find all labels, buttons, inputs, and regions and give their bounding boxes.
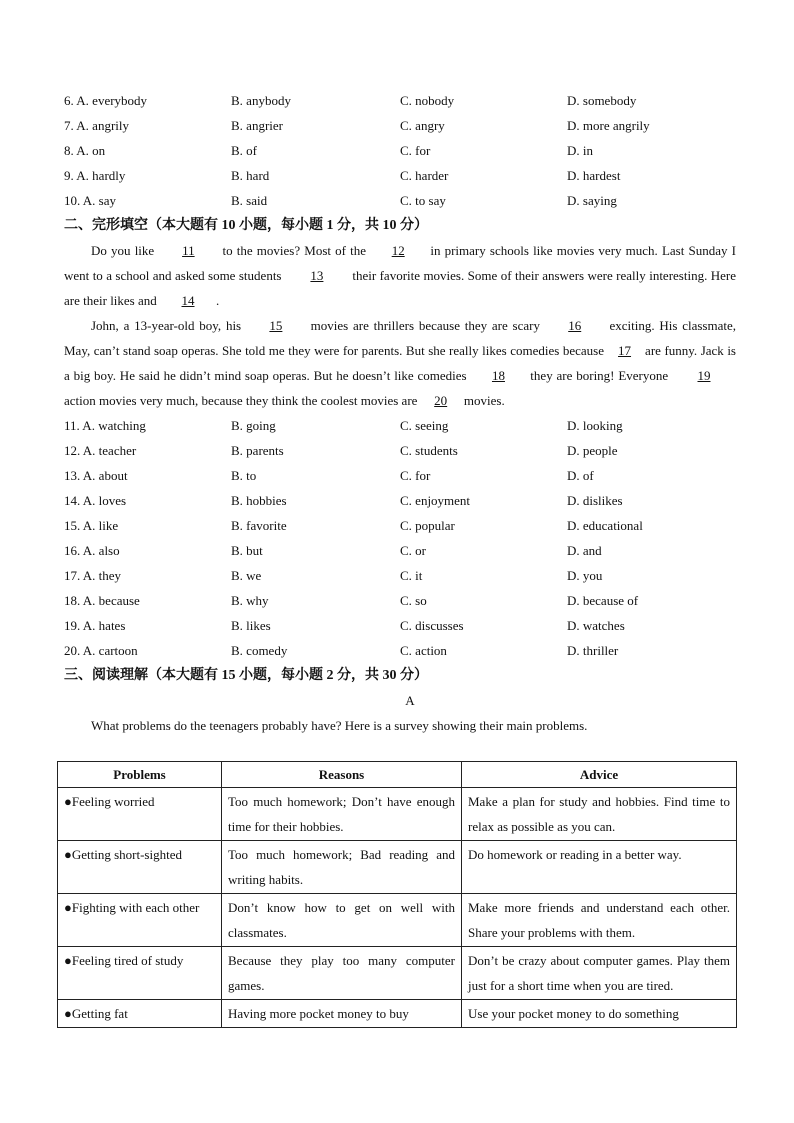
cloze-paragraph-1: [64, 238, 736, 313]
table-row: [58, 947, 737, 1000]
option-b: B. likes: [231, 618, 271, 633]
option-c: C. enjoyment: [400, 493, 471, 508]
option-a: 10. A. say: [64, 193, 116, 208]
option-b: B. hard: [231, 168, 270, 183]
option-row-8: [64, 138, 736, 163]
options-top: [64, 88, 736, 213]
option-d: D. looking: [567, 418, 623, 433]
option-c: C. harder: [400, 168, 449, 183]
advice-cell: Do homework or reading in a better way.: [462, 841, 737, 894]
option-d: D. because of: [567, 593, 639, 608]
option-d: D. people: [567, 443, 618, 458]
option-c: C. discusses: [400, 618, 464, 633]
option-d: D. you: [567, 568, 603, 583]
cloze-blank-16: 16: [568, 318, 582, 333]
cloze-text: John, a 13-year-old boy, his: [91, 318, 246, 333]
cloze-text: movies are thrillers because they are scary: [305, 318, 545, 333]
option-b: B. anybody: [231, 93, 291, 108]
problem-cell: ●Getting fat: [58, 1000, 222, 1028]
option-c: C. for: [400, 143, 431, 158]
problem-cell: ●Fighting with each other: [58, 894, 222, 947]
option-row-20: [64, 638, 736, 663]
cloze-text: in primary schools like movies very much. Last Sunday I went to a school and asked some students: [64, 243, 736, 283]
cloze-blank-11: 11: [182, 243, 195, 258]
option-c: C. so: [400, 593, 427, 608]
option-d: D. thriller: [567, 643, 619, 658]
cloze-text: to the movies? Most of the: [218, 243, 371, 258]
option-row-13: [64, 463, 736, 488]
table-row: [58, 788, 737, 841]
cloze-blank-15: 15: [269, 318, 283, 333]
option-b: B. hobbies: [231, 493, 287, 508]
reason-cell: Don’t know how to get on well with classmates.: [222, 894, 462, 947]
option-b: B. why: [231, 593, 269, 608]
cloze-blank-19: 19: [697, 368, 711, 383]
cloze-text: movies.: [460, 393, 505, 408]
advice-cell: Make more friends and understand each other. Share your problems with them.: [462, 894, 737, 947]
cloze-paragraph-2: [64, 313, 736, 413]
option-a: 15. A. like: [64, 518, 119, 533]
option-b: B. but: [231, 543, 263, 558]
reason-cell: Having more pocket money to buy: [222, 1000, 462, 1028]
option-b: B. parents: [231, 443, 284, 458]
table-row: [58, 841, 737, 894]
option-c: C. action: [400, 643, 447, 658]
reason-cell: Because they play too many computer games.: [222, 947, 462, 1000]
option-a: 18. A. because: [64, 593, 140, 608]
option-row-14: [64, 488, 736, 513]
option-d: D. dislikes: [567, 493, 623, 508]
cloze-text: are funny. Jack is a big boy. He said he didn’t mind soap operas. But he doesn’t like comedies: [64, 343, 736, 383]
option-row-17: [64, 563, 736, 588]
option-row-15: [64, 513, 736, 538]
worksheet-page: [64, 88, 736, 738]
option-a: 8. A. on: [64, 143, 106, 158]
option-b: B. angrier: [231, 118, 283, 133]
problem-cell: ●Feeling worried: [58, 788, 222, 841]
option-b: B. of: [231, 143, 257, 158]
option-row-18: [64, 588, 736, 613]
cloze-text: Do you like: [91, 243, 159, 258]
option-d: D. and: [567, 543, 602, 558]
option-b: B. to: [231, 468, 257, 483]
option-a: 17. A. they: [64, 568, 122, 583]
option-c: C. to say: [400, 193, 446, 208]
option-c: C. nobody: [400, 93, 455, 108]
option-b: B. comedy: [231, 643, 288, 658]
option-a: 11. A. watching: [64, 418, 146, 433]
option-row-7: [64, 113, 736, 138]
table-row: [58, 1000, 737, 1028]
reason-cell: Too much homework; Don’t have enough time for their hobbies.: [222, 788, 462, 841]
option-c: C. angry: [400, 118, 445, 133]
option-a: 14. A. loves: [64, 493, 127, 508]
option-d: D. watches: [567, 618, 625, 633]
option-a: 12. A. teacher: [64, 443, 137, 458]
option-a: 13. A. about: [64, 468, 128, 483]
cloze-text: they are boring! Everyone: [526, 368, 672, 383]
option-d: D. somebody: [567, 93, 637, 108]
option-a: 19. A. hates: [64, 618, 126, 633]
options-cloze: [64, 413, 736, 663]
header-reasons: Reasons: [222, 762, 462, 788]
cloze-blank-18: 18: [491, 368, 505, 383]
header-problems: Problems: [58, 762, 222, 788]
option-d: D. saying: [567, 193, 617, 208]
option-a: 9. A. hardly: [64, 168, 126, 183]
option-row-12: [64, 438, 736, 463]
option-b: B. we: [231, 568, 262, 583]
option-a: 20. A. cartoon: [64, 643, 138, 658]
cloze-text: .: [216, 293, 220, 308]
advice-cell: Don’t be crazy about computer games. Play them just for a short time when you are tired.: [462, 947, 737, 1000]
cloze-text: exciting. His classmate, May, can’t stand soap operas. She told me they were for parents. But she really likes comedies because: [64, 318, 736, 358]
option-d: D. more angrily: [567, 118, 650, 133]
cloze-blank-20: 20: [434, 393, 448, 408]
cloze-text: action movies very much, because they think the coolest movies are: [64, 393, 421, 408]
option-row-9: [64, 163, 736, 188]
option-c: C. it: [400, 568, 423, 583]
table-row: [58, 894, 737, 947]
cloze-text: their favorite movies. Some of their answers were really interesting. Here are their likes and: [64, 268, 737, 308]
option-row-16: [64, 538, 736, 563]
option-c: C. for: [400, 468, 431, 483]
cloze-blank-17: 17: [618, 343, 632, 358]
option-c: C. popular: [400, 518, 455, 533]
option-b: B. favorite: [231, 518, 287, 533]
table-header-row: [58, 762, 737, 788]
cloze-blank-14: 14: [181, 293, 195, 308]
option-d: D. educational: [567, 518, 643, 533]
option-a: 6. A. everybody: [64, 93, 148, 108]
passage-label: A: [405, 693, 415, 708]
passage-intro: What problems do the teenagers probably have? Here is a survey showing their main problems.: [91, 718, 588, 733]
option-a: 16. A. also: [64, 543, 120, 558]
survey-table: [57, 761, 737, 1028]
problem-cell: ●Feeling tired of study: [58, 947, 222, 1000]
option-b: B. said: [231, 193, 268, 208]
advice-cell: Use your pocket money to do something: [462, 1000, 737, 1028]
option-row-10: [64, 188, 736, 213]
option-d: D. of: [567, 468, 594, 483]
option-row-6: [64, 88, 736, 113]
option-c: C. or: [400, 543, 426, 558]
option-b: B. going: [231, 418, 276, 433]
advice-cell: Make a plan for study and hobbies. Find time to relax as possible as you can.: [462, 788, 737, 841]
cloze-blank-13: 13: [310, 268, 324, 283]
reason-cell: Too much homework; Bad reading and writing habits.: [222, 841, 462, 894]
option-d: D. in: [567, 143, 593, 158]
option-c: C. students: [400, 443, 458, 458]
option-d: D. hardest: [567, 168, 621, 183]
option-a: 7. A. angrily: [64, 118, 129, 133]
option-row-19: [64, 613, 736, 638]
header-advice: Advice: [462, 762, 737, 788]
option-c: C. seeing: [400, 418, 449, 433]
section-heading-reading: 三、阅读理解（本大题有 15 小题，每小题 2 分，共 30 分）: [64, 668, 428, 683]
option-row-11: [64, 413, 736, 438]
problem-cell: ●Getting short-sighted: [58, 841, 222, 894]
cloze-blank-12: 12: [391, 243, 405, 258]
section-heading-cloze: 二、完形填空（本大题有 10 小题，每小题 1 分，共 10 分）: [64, 218, 428, 233]
